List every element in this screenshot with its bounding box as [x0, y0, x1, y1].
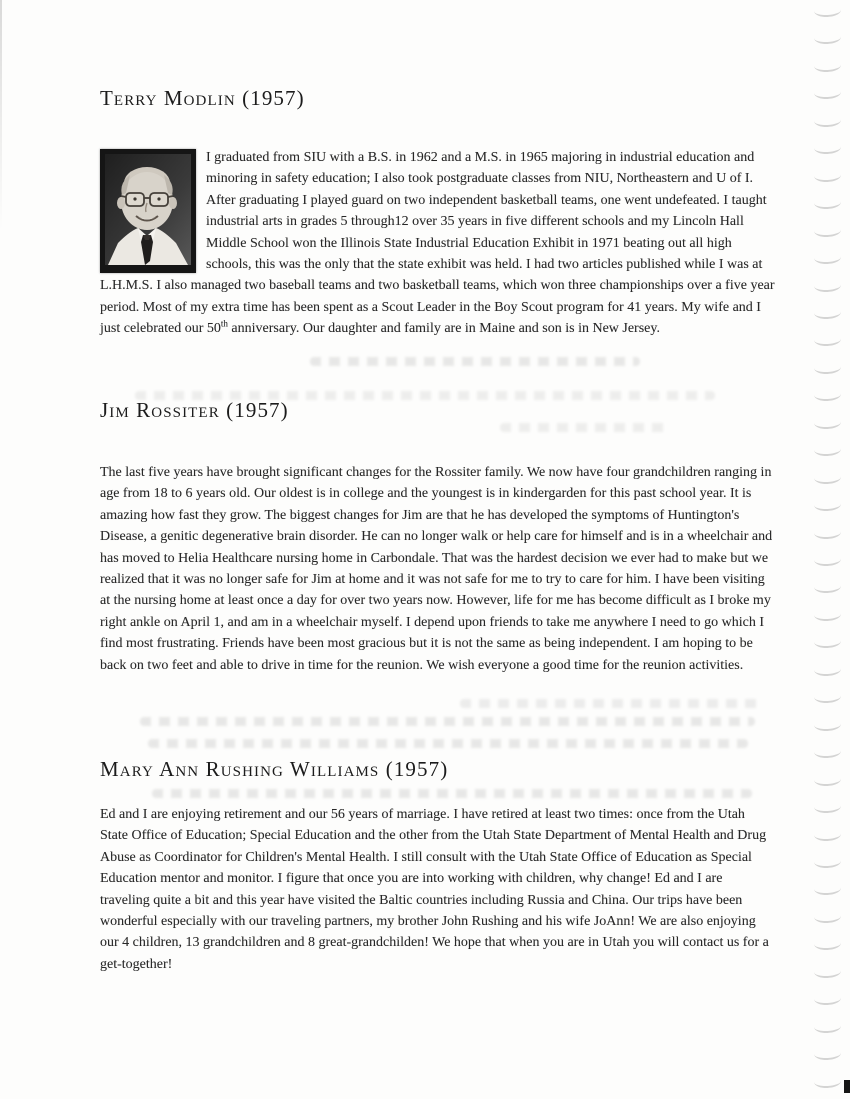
binding-arc — [814, 58, 842, 72]
binding-arc — [814, 223, 842, 237]
portrait-photo-illustration — [100, 149, 196, 273]
binding-arc — [814, 1046, 842, 1060]
binding-arc — [814, 388, 842, 402]
binding-arc — [814, 497, 842, 511]
binding-arc — [814, 799, 842, 813]
binding-arc — [814, 113, 842, 127]
binding-arc — [814, 31, 842, 45]
bleed-through-mark — [148, 739, 748, 748]
binding-arc — [814, 141, 842, 155]
bleed-through-mark — [500, 423, 670, 432]
binding-arc — [814, 333, 842, 347]
binding-arc — [814, 3, 842, 17]
binding-arc — [814, 168, 842, 182]
binding-arc — [814, 1074, 842, 1088]
binding-arc — [814, 552, 842, 566]
entry-heading-mary-ann-rushing-williams: Mary Ann Rushing Williams (1957) — [100, 757, 449, 781]
binding-arc — [814, 442, 842, 456]
binding-arc — [814, 662, 842, 676]
bleed-through-mark — [460, 699, 760, 708]
binding-arc — [814, 278, 842, 292]
binding-arc — [814, 854, 842, 868]
binding-arc — [814, 86, 842, 100]
binding-arc — [814, 580, 842, 594]
binding-arc — [814, 690, 842, 704]
body-text: anniversary. Our daughter and family are in Maine and son is in New Jersey. — [227, 321, 660, 337]
bleed-through-mark — [152, 789, 752, 798]
scan-edge — [0, 0, 2, 230]
binding-arc — [814, 937, 842, 951]
ordinal-superscript: th — [220, 318, 228, 329]
binding-arc — [814, 882, 842, 896]
entry-body-terry-modlin — [100, 147, 775, 340]
binding-arc — [814, 772, 842, 786]
binding-arc — [814, 470, 842, 484]
binding-arc — [814, 305, 842, 319]
bleed-through-mark — [140, 717, 755, 726]
entry-heading-terry-modlin: Terry Modlin (1957) — [100, 86, 305, 110]
bleed-through-mark — [135, 391, 715, 400]
scan-corner-mark — [844, 1080, 850, 1093]
binding-arc — [814, 635, 842, 649]
entry-body-jim-rossiter: The last five years have brought significant changes for the Rossiter family. We now have four grandchildren ranging in age from 18 to 6 years old. Our oldest is in college and the youngest is in kindergarden for this past school year. It is amazing how fast they grow. The biggest changes for Jim are that he has developed the symptoms of Huntington's Disease, a genitic degenerative brain disorder. He can no longer walk or help care for himself and is in a wheelchair and has moved to Helia Healthcare nursing home in Carbondale. That was the hardest decision we ever had to make but we realized that it was no longer safe for Jim at home and it was not safe for me to try to care for him. I have been visiting at the nursing home at least once a day for over two years now. However, life for me has become difficult as I broke my right ankle on April 1, and am in a wheelchair myself. I depend upon friends to take me anywhere I need to go which I find most frustrating. Friends have been most gracious but it is not the same as being independent. I am hoping to be back on two feet and able to drive in time for the reunion. We wish everyone a good time for the reunion activities. — [100, 465, 773, 673]
binding-arc — [814, 744, 842, 758]
binding-arc — [814, 415, 842, 429]
binding-arc — [814, 607, 842, 621]
body-text: I graduated from SIU with a B.S. in 1962 and a M.S. in 1965 majoring in industrial education and minoring in safety education; I also took postgraduate classes from NIU, Northeastern and U of I. After graduating I played guard on two independent basketball teams, one went undefeated. I taught industrial arts in grades 5 through12 over 35 years in five different schools and my Lincoln Hall Middle School won the Illinois State Industrial Education Exhibit in 1971 beating out all high schools, this was the only that the state exhibit was held. I had two articles published while I was at L.H.M.S. I also managed two baseball teams and two basketball teams, which won three championships over a five year period. Most of my extra time has been spent as a Scout Leader in the Boy Scout program for 41 years. My wife and I just celebrated our 50 — [100, 150, 775, 337]
binding-arc — [814, 525, 842, 539]
entry-body-mary-ann-rushing-williams: Ed and I are enjoying retirement and our 56 years of marriage. I have retired at least two times: once from the Utah State Office of Education; Special Education and the other from the Utah State Department of Mental Health and Drug Abuse as Coordinator for Children's Mental Health. I still consult with the Utah State Office of Education as Special Education mentor and monitor. I figure that once you are into working with children, why change! Ed and I are traveling quite a bit and this year have visited the Baltic countries including Russia and China. Our trips have been wonderful especially with our traveling partners, my brother John Rushing and his wife JoAnn! We are also enjoying our 4 children, 13 grandchildren and 8 great-grandchilden! We hope that when you are in Utah you will contact us for a get-together! — [100, 807, 769, 972]
binding-arc — [814, 909, 842, 923]
binding-arc — [814, 195, 842, 209]
binding-arc — [814, 717, 842, 731]
binding-arc — [814, 360, 842, 374]
portrait-photo-terry-modlin — [100, 149, 196, 273]
bleed-through-mark — [310, 357, 640, 366]
binding-arc — [814, 991, 842, 1005]
entry-heading-jim-rossiter: Jim Rossiter (1957) — [100, 398, 289, 422]
binding-arc — [814, 827, 842, 841]
binding-arc — [814, 1019, 842, 1033]
binding-arc — [814, 964, 842, 978]
binding-arc — [814, 250, 842, 264]
